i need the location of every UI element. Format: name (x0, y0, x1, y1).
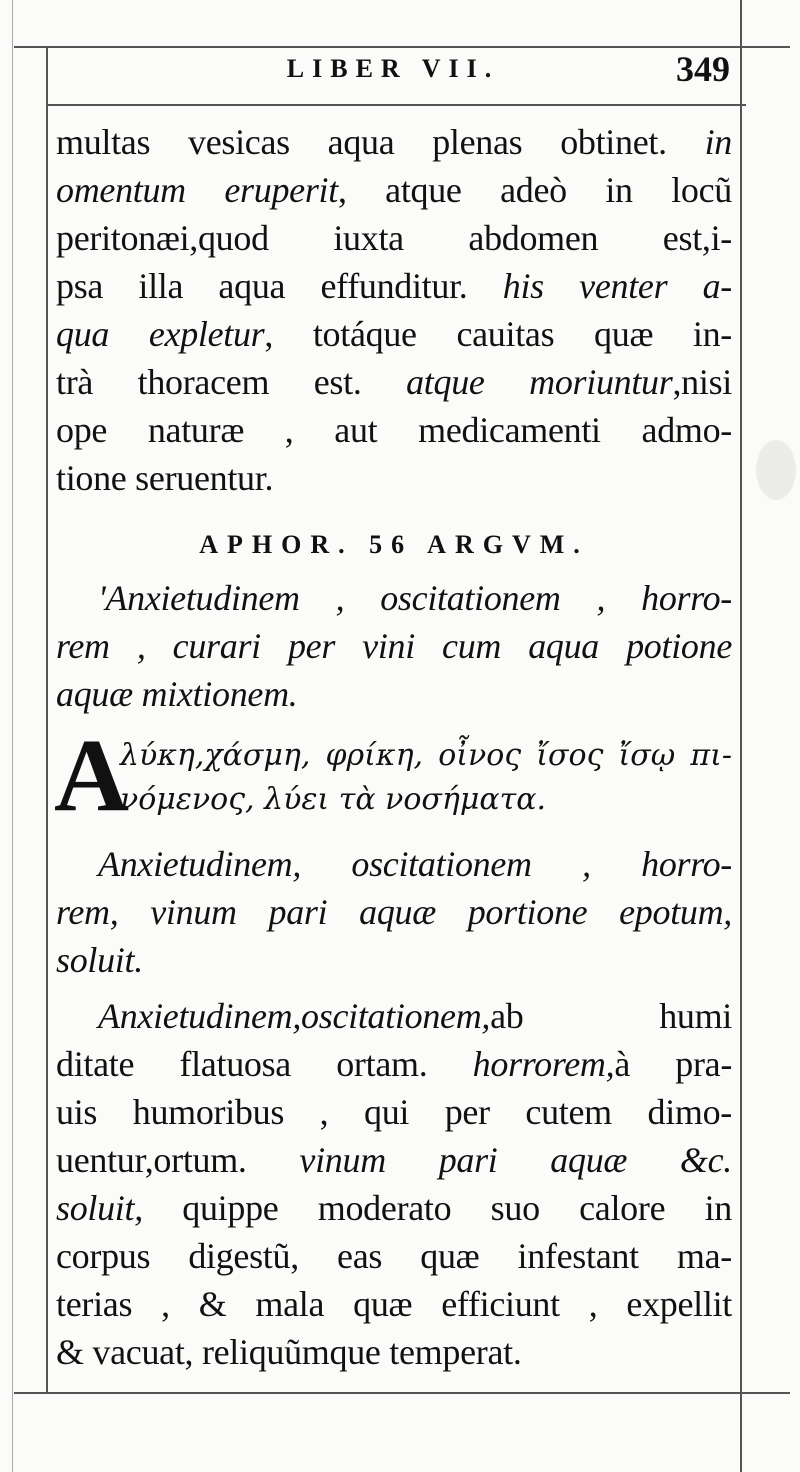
left-margin-rule (46, 46, 48, 1392)
text-line (56, 1136, 732, 1184)
text-run: trà thoracem est. (56, 362, 407, 402)
italic-run: in (704, 122, 732, 162)
italic-run: his venter a- (502, 266, 732, 306)
top-rule (14, 46, 790, 48)
text-line: ope naturæ , aut medicamenti admo- (56, 410, 732, 450)
italic-run: Anxietudinem,oscitationem, (98, 996, 491, 1036)
text-line (56, 992, 732, 1040)
text-line: & vacuat, reliquũmque temperat. (56, 1332, 522, 1372)
text-line (56, 118, 732, 166)
aphorism-translation (56, 840, 732, 984)
bottom-rule (14, 1392, 790, 1394)
text-run: à pra- (614, 1044, 733, 1084)
paragraph-commentary-2 (56, 992, 732, 1376)
text-line: corpus digestũ, eas quæ infestant ma- (56, 1236, 732, 1276)
italic-run: horrorem, (472, 1044, 615, 1084)
text-line: rem , curari per vini cum aqua potione (56, 626, 732, 666)
text-line (56, 310, 732, 358)
italic-run: omentum eruperit (56, 170, 338, 210)
header-rule (46, 104, 746, 106)
greek-line: λύκη,χάσμη, φρίκη, οἶνος ἴσος ἴσῳ πι- (120, 738, 732, 773)
text-line (56, 1040, 732, 1088)
italic-run: vinum pari aquæ &c. (299, 1140, 732, 1180)
text-run: psa illa aqua effunditur. (56, 266, 503, 306)
text-line: tione seruentur. (56, 458, 274, 498)
text-line (56, 166, 732, 214)
text-line: 'Anxietudinem , oscitationem , horro- (98, 578, 732, 618)
italic-run: atque moriuntur (406, 362, 673, 402)
text-line (56, 1184, 732, 1232)
aphorism-greek (54, 718, 732, 833)
text-line: rem, vinum pari aquæ portione epotum, (56, 892, 732, 932)
text-run: quippe moderato suo calore in (142, 1188, 732, 1228)
text-run: uentur,ortum. (56, 1140, 300, 1180)
text-line (56, 358, 732, 406)
italic-run: qua expletur (56, 314, 265, 354)
page-edge-rule (12, 0, 13, 1472)
ink-bleed-smudge (756, 440, 796, 500)
aphorism-latin (56, 574, 732, 718)
aphorism-heading: APHOR. 56 ARGVM. (199, 530, 589, 559)
greek-line: νόμενος, λύει τὰ νοσήματα. (120, 782, 547, 817)
text-run: ab humi (490, 996, 732, 1036)
text-run: ,nisi (672, 362, 732, 402)
text-line: peritonæi,quod iuxta abdomen est,i- (56, 218, 732, 258)
text-line: uis humoribus , qui per cutem dimo- (56, 1092, 732, 1132)
text-run: ditate flatuosa ortam. (56, 1044, 473, 1084)
text-run: multas vesicas aqua plenas obtinet. (56, 122, 705, 162)
text-line (56, 262, 732, 310)
drop-cap: A (54, 718, 130, 833)
text-line: Anxietudinem, oscitationem , horro- (98, 844, 732, 884)
text-run: , atque adeò in locũ (337, 170, 732, 210)
text-run: , totáque cauitas quæ in- (264, 314, 732, 354)
running-header (60, 49, 730, 98)
page-number: 349 (676, 49, 730, 89)
text-line: soluit. (56, 940, 143, 980)
right-margin-rule (740, 0, 742, 1472)
text-line: aquæ mixtionem. (56, 674, 298, 714)
running-title: LIBER VII. (286, 54, 500, 83)
text-line: terias , & mala quæ efficiunt , expellit (56, 1284, 732, 1324)
italic-run: soluit, (56, 1188, 143, 1228)
paragraph-commentary-1 (56, 118, 732, 502)
main-text (56, 118, 732, 1376)
